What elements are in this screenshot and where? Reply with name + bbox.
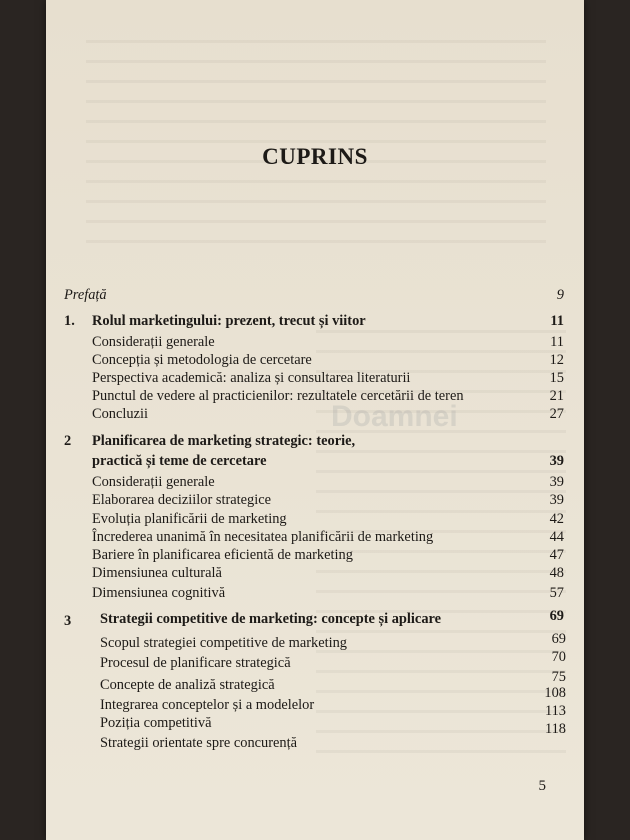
toc-item: Dimensiunea culturală xyxy=(92,565,222,581)
toc-item: Considerații generale xyxy=(92,474,215,490)
toc-item-page: 42 xyxy=(549,511,564,527)
chapter-2-title-line2: practică și teme de cercetare xyxy=(92,453,267,469)
toc-item: Concluzii xyxy=(92,406,148,422)
toc-item: Concepte de analiză strategică xyxy=(100,677,275,693)
chapter-1-number: 1. xyxy=(64,313,75,329)
toc-item: Perspectiva academică: analiza și consultarea literaturii xyxy=(92,370,411,386)
toc-item: Scopul strategiei competitive de marketing xyxy=(100,635,347,651)
chapter-3-page: 69 xyxy=(549,608,564,624)
toc-item-page: 108 xyxy=(544,685,566,701)
chapter-3-number: 3 xyxy=(64,613,72,629)
toc-item-page: 27 xyxy=(549,406,564,422)
chapter-1-title: Rolul marketingului: prezent, trecut și viitor xyxy=(92,313,366,329)
chapter-2-page: 39 xyxy=(549,453,564,469)
toc-item: Punctul de vedere al practicienilor: rezultatele cercetării de teren xyxy=(92,388,464,404)
chapter-2-number: 2 xyxy=(64,433,72,449)
toc-item-page: 12 xyxy=(549,352,564,368)
page-number: 5 xyxy=(538,778,546,794)
toc-item-page: 47 xyxy=(549,547,564,563)
toc-item-page: 44 xyxy=(549,529,564,545)
toc-item: Integrarea conceptelor și a modelelor xyxy=(100,697,315,713)
toc-item-page: 69 xyxy=(551,631,566,647)
toc-item-page: 15 xyxy=(549,370,564,386)
page-title: CUPRINS xyxy=(262,144,368,169)
toc-item: Dimensiunea cognitivă xyxy=(92,585,226,601)
watermark-text: Doamnei xyxy=(331,400,458,433)
toc-item-page: 118 xyxy=(544,721,566,737)
toc-preface-page: 9 xyxy=(556,287,564,303)
toc-item-page: 70 xyxy=(551,649,566,665)
toc-item: Strategii orientate spre concurență xyxy=(100,735,297,751)
chapter-3-title: Strategii competitive de marketing: concepte și aplicare xyxy=(100,611,442,627)
toc-item: Bariere în planificarea eficientă de marketing xyxy=(92,547,353,563)
toc-item: Poziția competitivă xyxy=(100,715,212,731)
toc-item: Evoluția planificării de marketing xyxy=(92,511,287,527)
toc-item-page: 21 xyxy=(549,388,564,404)
chapter-2-title-line1: Planificarea de marketing strategic: teorie, xyxy=(92,433,356,449)
toc-item-page: 113 xyxy=(544,703,566,719)
toc-item-page: 39 xyxy=(549,492,564,508)
toc-item: Procesul de planificare strategică xyxy=(100,655,291,671)
book-page xyxy=(46,0,584,840)
toc-item: Considerații generale xyxy=(92,334,215,350)
toc-preface-label: Prefață xyxy=(64,287,107,303)
toc-item: Elaborarea deciziilor strategice xyxy=(92,492,271,508)
toc-item: Încrederea unanimă în necesitatea planificării de marketing xyxy=(92,529,434,545)
chapter-1-page: 11 xyxy=(550,313,564,329)
toc-item-page: 75 xyxy=(551,669,566,685)
toc-item-page: 57 xyxy=(549,585,564,601)
toc-item-page: 39 xyxy=(549,474,564,490)
toc-item-page: 48 xyxy=(549,565,564,581)
toc-item: Concepția și metodologia de cercetare xyxy=(92,352,312,368)
toc-item-page: 11 xyxy=(550,334,564,350)
